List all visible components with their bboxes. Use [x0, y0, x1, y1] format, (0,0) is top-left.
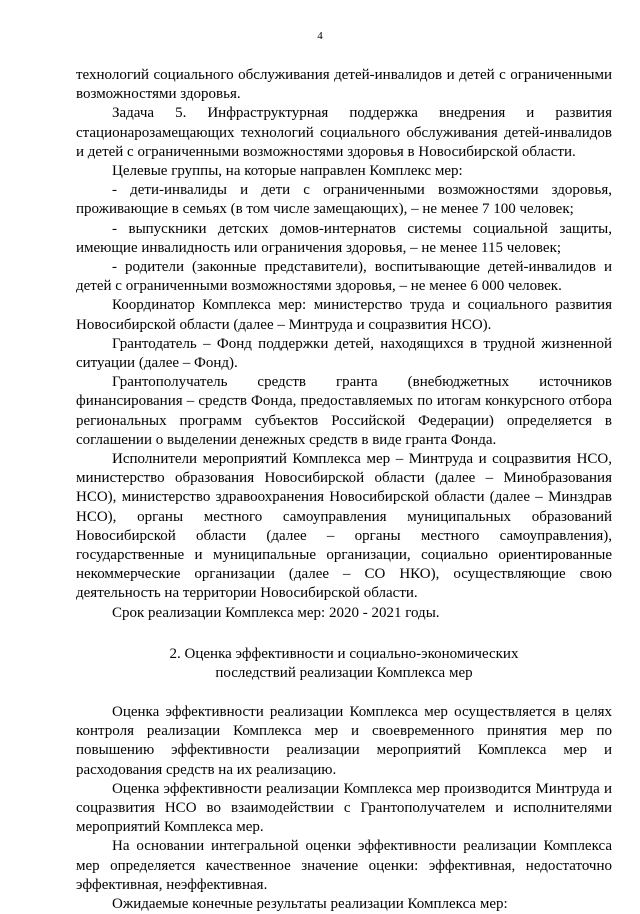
spacer: [76, 684, 612, 703]
section-heading: [76, 645, 612, 684]
section-heading-line: последствий реализации Комплекса мер: [215, 665, 473, 682]
paragraph: Координатор Комплекса мер: министерство труда и социального развития Новосибирской области (далее – Минтруда и соцразвития НСО).: [76, 297, 612, 333]
list-item: - выпускники детских домов-интернатов системы социальной защиты, имеющие инвалидность или ограничения здоровья, – не менее 115 человек;: [76, 220, 612, 256]
document-body: [76, 66, 612, 914]
page-number: 4: [317, 30, 323, 42]
section-heading-line: 2. Оценка эффективности и социально-экономических: [169, 645, 519, 662]
list-item: - дети-инвалиды и дети с ограниченными возможностями здоровья, проживающие в семьях (в том числе замещающих), – не менее 7 100 человек;: [76, 182, 612, 218]
paragraph: Оценка эффективности реализации Комплекса мер осуществляется в целях контроля реализации Комплекса мер и своевременного принятия мер по повышению эффективности реализации мероприятий Комплекса мер и расходования средств на их реализацию.: [76, 703, 612, 778]
paragraph: Грантодатель – Фонд поддержки детей, находящихся в трудной жизненной ситуации (далее – Фонд).: [76, 335, 612, 372]
list-item: - родители (законные представители), воспитывающие детей-инвалидов и детей с ограниченными возможностями здоровья, – не менее 6 000 человек.: [76, 259, 612, 295]
paragraph: Оценка эффективности реализации Комплекса мер производится Минтруда и соцразвития НСО во взаимодействии с Грантополучателем и исполнителями мероприятий Комплекса мер.: [76, 780, 612, 836]
paragraph: Задача 5. Инфраструктурная поддержка внедрения и развития стационарозамещающих технологий социального обслуживания детей-инвалидов и детей с ограниченными возможностями здоровья в Новосибирской области.: [76, 105, 612, 160]
paragraph: На основании интегральной оценки эффективности реализации Комплекса мер определяется качественное значение оценки: эффективная, недостаточно эффективная, неэффективная.: [76, 838, 612, 893]
paragraph: Ожидаемые конечные результаты реализации Комплекса мер:: [112, 895, 508, 912]
paragraph: технологий социального обслуживания детей-инвалидов и детей с ограниченными возможностями здоровья.: [76, 67, 612, 103]
paragraph: Срок реализации Комплекса мер: 2020 - 2021 годы.: [112, 604, 440, 621]
paragraph: Целевые группы, на которые направлен Комплекс мер:: [112, 163, 463, 180]
paragraph: Грантополучатель средств гранта (внебюджетных источников финансирования – средств Фонда, предоставляемых по итогам конкурсного отбора региональных программ субъектов Российской Федерации) определяется в соглашении о выделении денежных средств в виде гранта Фонда.: [76, 374, 612, 448]
paragraph: Исполнители мероприятий Комплекса мер – Минтруда и соцразвития НСО, министерство образования Новосибирской области (далее – Минобразования НСО), министерство здравоохранения Новосибирской области (далее – Минздрав НСО), органы местного самоуправления муниципальных образований Новосибирской области (далее – органы местного самоуправления), государственные и муниципальные организации, социально ориентированные некоммерческие организации (далее – СО НКО), осуществляющие свою деятельность на территории Новосибирской области.: [76, 451, 612, 602]
